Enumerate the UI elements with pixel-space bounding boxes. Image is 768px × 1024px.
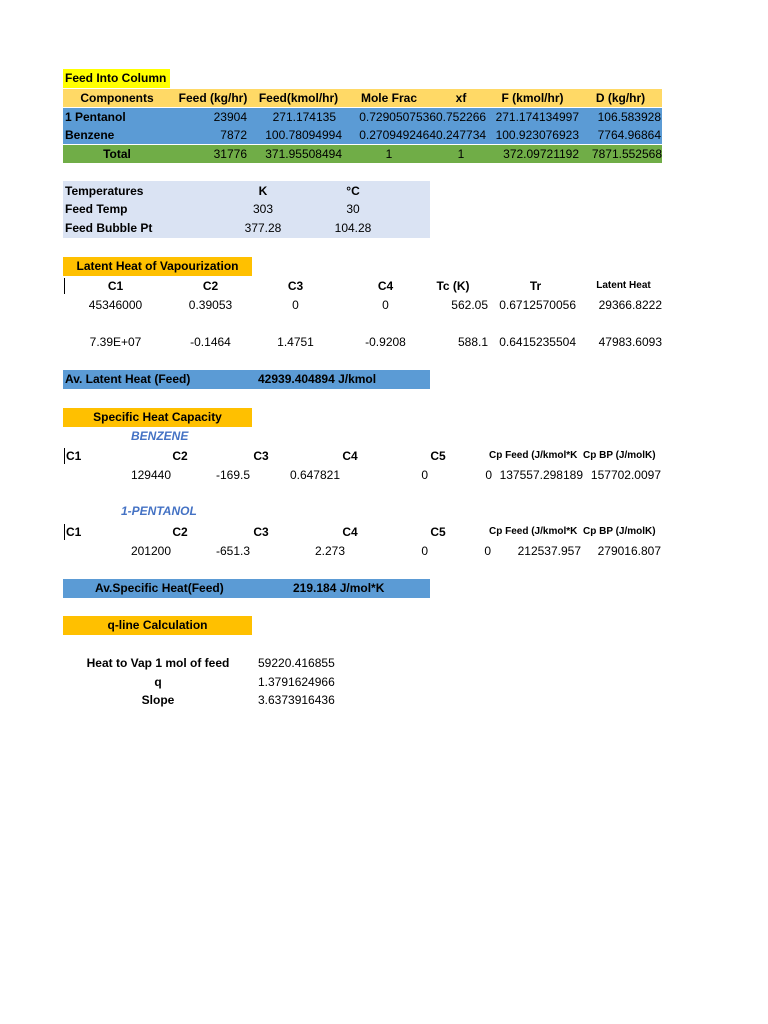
cell: 0.39053 xyxy=(188,298,233,312)
col-cp-bp: Cp BP (J/molK) xyxy=(583,526,656,537)
feed-header-row xyxy=(63,89,662,107)
col-c1: C1 xyxy=(66,525,82,539)
temps-header-row xyxy=(63,182,430,200)
qline-label: q xyxy=(154,675,162,689)
cell: 279016.807 xyxy=(597,544,661,558)
temps-k-header: K xyxy=(258,184,268,198)
cell-cursor xyxy=(64,448,65,464)
cell: 0 xyxy=(421,468,428,482)
col-c1: C1 xyxy=(107,279,124,293)
cell: 0.2709492464 xyxy=(359,128,436,142)
col-tr: Tr xyxy=(529,279,542,293)
cell: 0 xyxy=(421,544,428,558)
latent-header-row xyxy=(63,277,662,295)
col-components: Components xyxy=(80,91,154,105)
table-row xyxy=(63,673,430,691)
benzene-header-row xyxy=(63,447,662,465)
cell: 29366.8222 xyxy=(598,298,662,312)
specific-heat-title: Specific Heat Capacity xyxy=(63,408,252,427)
col-c3: C3 xyxy=(287,279,304,293)
cell: 7764.96864 xyxy=(597,128,661,142)
avg-latent-label: Av. Latent Heat (Feed) xyxy=(65,372,191,386)
col-feed-kmol: Feed(kmol/hr) xyxy=(258,91,339,105)
cell: 104.28 xyxy=(334,221,372,235)
feed-title: Feed Into Column xyxy=(63,69,170,88)
cell: 0.247734 xyxy=(436,128,486,142)
cell: 1 xyxy=(457,147,465,161)
cell: 588.1 xyxy=(457,335,488,349)
qline-label: Heat to Vap 1 mol of feed xyxy=(86,656,230,670)
cell: 7872 xyxy=(220,128,247,142)
cell: 562.05 xyxy=(451,298,488,312)
table-row xyxy=(63,108,662,126)
component-name: 1 Pentanol xyxy=(65,110,126,124)
avg-latent-heat-row xyxy=(63,370,430,389)
cell: 0 xyxy=(485,468,492,482)
col-c3: C3 xyxy=(253,525,269,539)
temps-c-header: °C xyxy=(346,184,360,198)
cell: -651.3 xyxy=(215,544,250,558)
cell: 45346000 xyxy=(88,298,143,312)
cell: 100.923076923 xyxy=(495,128,579,142)
cell: 372.09721192 xyxy=(503,147,579,161)
cell: 0.647821 xyxy=(289,468,340,482)
table-row xyxy=(63,200,430,218)
cell: 271.174135 xyxy=(272,110,336,124)
cell: 201200 xyxy=(130,544,171,558)
cell: 7871.552568 xyxy=(591,147,662,161)
total-label: Total xyxy=(103,147,131,161)
qline-title: q-line Calculation xyxy=(63,616,252,635)
col-tc: Tc (K) xyxy=(436,279,470,293)
total-row xyxy=(63,145,662,163)
col-c5: C5 xyxy=(430,449,446,463)
col-c2: C2 xyxy=(202,279,219,293)
cell: 100.78094994 xyxy=(265,128,342,142)
table-row xyxy=(63,542,662,560)
cell: 271.174134997 xyxy=(495,110,579,124)
table-row xyxy=(63,654,430,672)
qline-value: 59220.416855 xyxy=(258,656,335,670)
cell: 137557.298189 xyxy=(499,468,583,482)
cell: 212537.957 xyxy=(517,544,581,558)
col-f-kmol: F (kmol/hr) xyxy=(501,91,564,105)
qline-value: 3.6373916436 xyxy=(258,693,335,707)
cell: 2.273 xyxy=(314,544,345,558)
avg-specific-value: 219.184 J/mol*K xyxy=(293,581,385,595)
cell: 157702.0097 xyxy=(590,468,661,482)
qline-label: Slope xyxy=(141,693,175,707)
cell: -0.9208 xyxy=(365,335,406,349)
cell: 377.28 xyxy=(244,221,282,235)
cell: 0 xyxy=(292,298,299,312)
col-c1: C1 xyxy=(66,449,82,463)
col-c4: C4 xyxy=(342,449,358,463)
col-mole-frac: Mole Frac xyxy=(360,91,417,105)
col-c4: C4 xyxy=(377,279,394,293)
table-row xyxy=(63,126,662,144)
latent-heat-title: Latent Heat of Vapourization xyxy=(63,257,252,276)
temp-label: Feed Temp xyxy=(65,202,128,216)
table-row xyxy=(63,219,430,237)
component-name: Benzene xyxy=(65,128,115,142)
col-xf: xf xyxy=(455,91,467,105)
cell: 1 xyxy=(385,147,393,161)
temp-label: Feed Bubble Pt xyxy=(65,221,153,235)
cell: 30 xyxy=(346,202,360,216)
cell-cursor xyxy=(64,278,65,294)
table-row xyxy=(63,691,430,709)
col-d-kg: D (kg/hr) xyxy=(595,91,646,105)
cell: 1.4751 xyxy=(277,335,314,349)
cell: -169.5 xyxy=(215,468,250,482)
pentanol-header-row xyxy=(63,523,662,541)
avg-latent-value: 42939.404894 J/kmol xyxy=(258,372,377,386)
cell: 0.752266 xyxy=(436,110,486,124)
avg-specific-heat-row xyxy=(63,579,430,598)
col-latent-heat: Latent Heat xyxy=(596,280,651,291)
cell: 0 xyxy=(382,298,389,312)
cell: 106.583928 xyxy=(597,110,661,124)
pentanol-label: 1-PENTANOL xyxy=(121,504,197,518)
cell: 0.6712570056 xyxy=(499,298,576,312)
cell: -0.1464 xyxy=(190,335,231,349)
col-c4: C4 xyxy=(342,525,358,539)
col-c3: C3 xyxy=(253,449,269,463)
col-c2: C2 xyxy=(172,525,188,539)
table-row xyxy=(63,333,662,351)
cell-cursor xyxy=(64,524,65,540)
temps-label: Temperatures xyxy=(65,184,144,198)
col-c2: C2 xyxy=(172,449,188,463)
col-feed-kg: Feed (kg/hr) xyxy=(178,91,248,105)
cell: 129440 xyxy=(130,468,171,482)
benzene-label: BENZENE xyxy=(131,429,189,443)
cell: 0.7290507536 xyxy=(359,110,436,124)
col-cp-bp: Cp BP (J/molK) xyxy=(583,450,656,461)
cell: 47983.6093 xyxy=(598,335,662,349)
cell: 0.6415235504 xyxy=(499,335,576,349)
col-c5: C5 xyxy=(430,525,446,539)
qline-value: 1.3791624966 xyxy=(258,675,335,689)
cell: 23904 xyxy=(213,110,247,124)
cell: 303 xyxy=(252,202,274,216)
table-row xyxy=(63,296,662,314)
cell: 371.95508494 xyxy=(265,147,342,161)
table-row xyxy=(63,466,662,484)
cell: 7.39E+07 xyxy=(89,335,142,349)
cell: 31776 xyxy=(213,147,247,161)
avg-specific-label: Av.Specific Heat(Feed) xyxy=(95,581,224,595)
col-cp-feed: Cp Feed (J/kmol*K xyxy=(489,450,578,461)
cell: 0 xyxy=(484,544,491,558)
col-cp-feed: Cp Feed (J/kmol*K xyxy=(489,526,578,537)
